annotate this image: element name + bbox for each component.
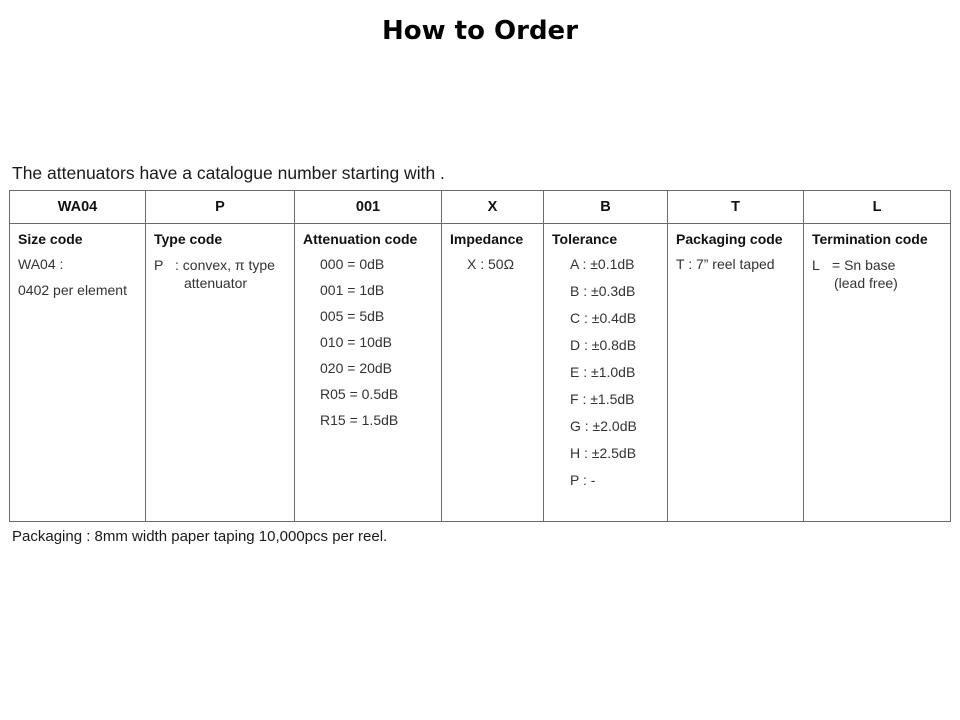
termination-desc: = Sn base xyxy=(832,257,896,273)
attenuation-line: 010 = 10dB xyxy=(320,334,393,350)
tolerance-label: Tolerance xyxy=(552,231,618,247)
size-code-cell xyxy=(10,224,146,522)
code-packaging: T xyxy=(668,191,804,224)
code-type: P xyxy=(146,191,295,224)
tolerance-cell xyxy=(544,224,668,522)
tolerance-line: G : ±2.0dB xyxy=(570,418,637,434)
type-code-key: P xyxy=(154,257,164,273)
code-impedance: X xyxy=(442,191,544,224)
attenuation-code-label: Attenuation code xyxy=(303,231,418,247)
code-size: WA04 xyxy=(10,191,146,224)
attenuation-line: R15 = 1.5dB xyxy=(320,412,399,428)
attenuation-line: R05 = 0.5dB xyxy=(320,386,399,402)
attenuation-line: 020 = 20dB xyxy=(320,360,393,376)
attenuation-line: 000 = 0dB xyxy=(320,256,385,272)
attenuation-code-cell xyxy=(295,224,442,522)
tolerance-line: E : ±1.0dB xyxy=(570,364,636,380)
impedance-line: X : 50Ω xyxy=(467,256,515,272)
tolerance-line: P : - xyxy=(570,472,596,488)
intro-text: The attenuators have a catalogue number starting with . xyxy=(12,163,445,183)
termination-code-label: Termination code xyxy=(812,231,928,247)
page-title: How to Order xyxy=(381,16,579,46)
code-header-row xyxy=(10,191,951,224)
tolerance-line: D : ±0.8dB xyxy=(570,337,637,353)
code-attenuation: 001 xyxy=(295,191,442,224)
termination-desc2: (lead free) xyxy=(834,275,898,291)
type-code-desc2: attenuator xyxy=(184,275,248,291)
tolerance-line: A : ±0.1dB xyxy=(570,256,635,272)
attenuation-line: 001 = 1dB xyxy=(320,282,385,298)
type-code-cell xyxy=(146,224,295,522)
packaging-note: Packaging : 8mm width paper taping 10,000pcs per reel. xyxy=(12,528,388,545)
packaging-line: T : 7” reel taped xyxy=(676,256,775,272)
attenuation-line: 005 = 5dB xyxy=(320,308,385,324)
order-code-table xyxy=(9,190,951,522)
size-code-line: 0402 per element xyxy=(18,282,127,298)
code-tolerance: B xyxy=(544,191,668,224)
termination-code-cell xyxy=(804,224,951,522)
termination-code-key: L xyxy=(812,257,820,273)
impedance-cell xyxy=(442,224,544,522)
packaging-code-cell xyxy=(668,224,804,522)
type-code-label: Type code xyxy=(154,231,223,247)
tolerance-line: H : ±2.5dB xyxy=(570,445,637,461)
packaging-code-label: Packaging code xyxy=(676,231,783,247)
size-code-label: Size code xyxy=(18,231,83,247)
tolerance-line: B : ±0.3dB xyxy=(570,283,636,299)
code-termination: L xyxy=(804,191,951,224)
impedance-label: Impedance xyxy=(450,231,524,247)
description-row xyxy=(10,224,951,522)
tolerance-line: F : ±1.5dB xyxy=(570,391,635,407)
tolerance-line: C : ±0.4dB xyxy=(570,310,637,326)
type-code-desc: : convex, π type xyxy=(175,257,275,273)
size-code-line: WA04 : xyxy=(18,256,64,272)
